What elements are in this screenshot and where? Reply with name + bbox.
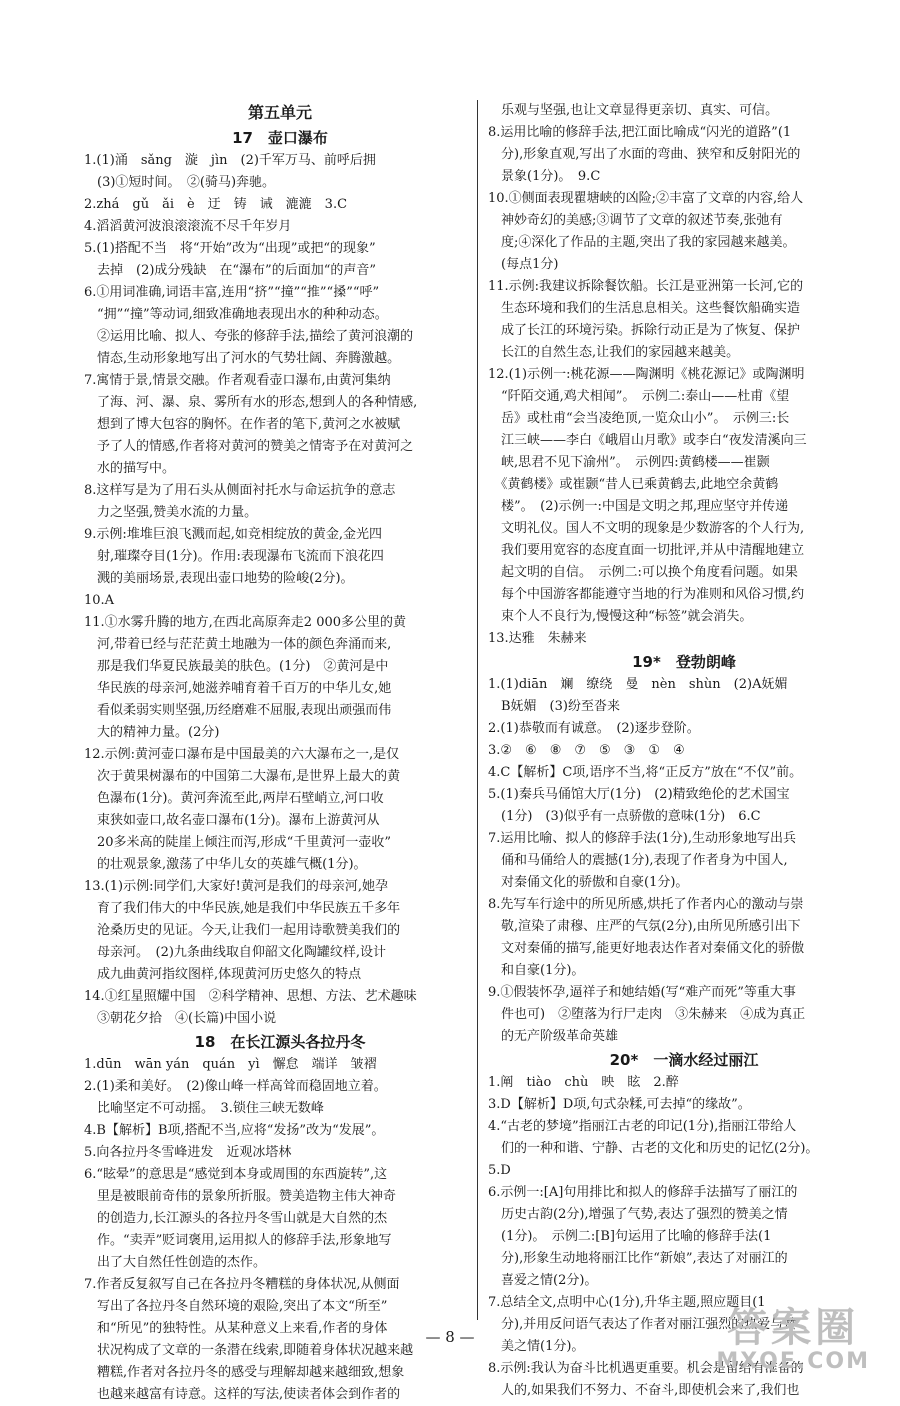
answer-item: 5.向各拉丹冬雪峰进发 近观冰塔林 bbox=[84, 1145, 292, 1160]
answer-item: 10.A bbox=[84, 593, 115, 608]
answer-item: 4.“古老的梦境”指丽江古老的印记(1分),指丽江带给人 们的一种和谐、宁静、古老的文化和历史的记忆(2分)。 bbox=[488, 1119, 819, 1156]
answer-item: 7.作者反复叙写自己在各拉丹冬糟糕的身体状况,从侧面 写出了各拉丹冬自然环境的艰险,突出了本文“所至” 和“所见”的独特性。从某种意义上来看,作者的身体 状况构成了文章的一条潜在线索,即随着身体状况越来越 糟糕,作者对各拉丹冬的感受与理解却越来越细致,想象 也越来越富有诗意。这样的写法,使读者体会到作者的 bbox=[84, 1277, 414, 1402]
answer-item: 12.示例:黄河壶口瀑布是中国最美的六大瀑布之一,是仅 次于黄果树瀑布的中国第二大瀑布,是世界上最大的黄 色瀑布(1分)。黄河奔流至此,两岸石壁峭立,河口收 束狭如壶口,故名壶口瀑布(1分)。瀑布上游黄河从 20多米高的陡崖上倾注而泻,形成“千里黄河一壶收” 的壮观景象,激荡了中华儿女的英雄气概(1分)。 bbox=[84, 747, 401, 872]
answer-item: 14.①红星照耀中国 ②科学精神、思想、方法、艺术趣味 ③朝花夕拾 ④(长篇)中国小说 bbox=[84, 989, 417, 1026]
column-divider bbox=[477, 100, 478, 1320]
answer-item: 4.B【解析】B项,搭配不当,应将“发扬”改为“发展”。 bbox=[84, 1123, 385, 1138]
answer-item: 11.示例:我建议拆除餐饮船。长江是亚洲第一长河,它的 生态环境和我们的生活息息相关。这些餐饮船确实造 成了长江的环境污染。拆除行动正是为了恢复、保护 长江的自然生态,让我们的家园越来越美。 bbox=[488, 279, 804, 360]
answer-item: 乐观与坚强,也让文章显得更亲切、真实、可信。 bbox=[488, 103, 779, 118]
answer-item: 3.D【解析】D项,句式杂糅,可去掉“的缘故”。 bbox=[488, 1097, 751, 1112]
answer-item: 9.示例:堆堆巨浪飞溅而起,如竞相绽放的黄金,金光四 射,璀璨夺目(1分)。作用:表现瀑布飞流而下浪花四 溅的美丽场景,表现出壶口地势的险峻(2分)。 bbox=[84, 527, 384, 586]
answer-item: 9.①假装怀孕,逼祥子和她结婚(写“难产而死”等重大事 件也可) ②堕落为行尸走肉 ③朱赫来 ④成为真正 的无产阶级革命英雄 bbox=[488, 985, 806, 1044]
section-19-answers bbox=[488, 674, 880, 1048]
answer-item: 5.D bbox=[488, 1163, 511, 1178]
answer-item: 7.总结全文,点明中心(1分),升华主题,照应题目(1 分),并用反问语气表达了作者对丽江强烈的热爱与赞 美之情(1分)。 bbox=[488, 1295, 797, 1354]
answer-item: 8.这样写是为了用石头从侧面衬托水与命运抗争的意志 力之坚强,赞美水流的力量。 bbox=[84, 483, 396, 520]
section-18-title: 18 在长江源头各拉丹冬 bbox=[194, 1033, 366, 1051]
answer-item: 7.运用比喻、拟人的修辞手法(1分),生动形象地写出兵 俑和马俑给人的震撼(1分),表现了作者身为中国人, 对秦俑文化的骄傲和自豪(1分)。 bbox=[488, 831, 796, 890]
right-column bbox=[488, 100, 880, 1402]
answer-item: 1.dūn wān yán quán yì 懈怠 端详 皱褶 bbox=[84, 1057, 377, 1072]
answer-item: 12.(1)示例一:桃花源——陶渊明《桃花源记》或陶渊明 “阡陌交通,鸡犬相闻”。 示例二:泰山——杜甫《望 岳》或杜甫“会当凌绝顶,一览众山小”。 示例三:长 江三峡——李白《峨眉山月歌》或李白“夜发清溪向三 峡,思君不见下渝州”。 示例四:黄鹤楼——崔颢 《黄鹤楼》或崔颢“昔人已乘黄鹤去,此地空余黄鹤 楼”。 (2)示例一:中国是文明之邦,理应坚守并传递 文明礼仪。国人不文明的现象是少数游客的个人行为, 我们要用宽容的态度直面一切批评,并从中清醒地建立 起文明的自信。 示例二:可以换个角度看问题。如果 每个中国游客都能遵守当地的行为准则和风俗习惯,约 束个人不良行为,慢慢这种“标签”就会消失。 bbox=[488, 367, 807, 624]
answer-item: 10.①侧面表现瞿塘峡的凶险;②丰富了文章的内容,给人 神妙奇幻的美感;③调节了文章的叙述节奏,张弛有 度;④深化了作品的主题,突出了我的家园越来越美。 (每点1分) bbox=[488, 191, 804, 272]
answer-item: 5.(1)搭配不当 将“开始”改为“出现”或把“的现象” 去掉 (2)成分残缺 在“瀑布”的后面加“的声音” bbox=[84, 241, 376, 278]
answer-item: 1.(1)diān 斓 缭绕 曼 nèn shùn (2)A妩媚 B妩媚 (3)纷至沓来 bbox=[488, 677, 788, 714]
section-20-title: 20* 一滴水经过丽江 bbox=[609, 1051, 759, 1069]
answer-item: 7.寓情于景,情景交融。作者观看壶口瀑布,由黄河集纳 了海、河、瀑、泉、雾所有水的形态,想到人的各种情感, 想到了博大包容的胸怀。在作者的笔下,黄河之水被赋 予了人的情感,作者将对黄河的赞美之情寄予在对黄河之 水的描写中。 bbox=[84, 373, 418, 476]
answer-item: 11.①水雾升腾的地方,在西北高原奔走2 000多公里的黄 河,带着已经与茫茫黄土地融为一体的颜色奔涌而来, 那是我们华夏民族最美的肤色。(1分) ②黄河是中 华民族的母亲河,她滋养哺育着千百万的中华儿女,她 看似柔弱实则坚强,历经磨难不屈服,表现出顽强而伟 大的精神力量。(2分) bbox=[84, 615, 407, 740]
answer-item: 2.zhá gǔ ǎi è 迂 铸 诫 漉漉 3.C bbox=[84, 197, 348, 212]
section-19-title: 19* 登勃朗峰 bbox=[632, 653, 736, 671]
answer-item: 1.阐 tiào chù 映 眩 2.醉 bbox=[488, 1075, 679, 1090]
watermark-logo bbox=[716, 1306, 870, 1374]
answer-item: 1.(1)涌 sǎng 漩 jìn (2)千军万马、前呼后拥 (3)①短时间。 ②(骑马)奔驰。 bbox=[84, 153, 376, 190]
unit-title: 第五单元 bbox=[247, 103, 312, 122]
answer-item: 13.达雅 朱赫来 bbox=[488, 631, 587, 646]
answer-item: 13.(1)示例:同学们,大家好!黄河是我们的母亲河,她孕 育了我们伟大的中华民族,她是我们中华民族五千多年 沧桑历史的见证。今天,让我们一起用诗歌赞美我们的 母亲河。 (2)九条曲线取自仰韶文化陶罐纹样,设计 成九曲黄河指纹图样,体现黄河历史悠久的特点 bbox=[84, 879, 401, 982]
answer-item: 8.运用比喻的修辞手法,把江面比喻成“闪光的道路”(1 分),形象直观,写出了水面的弯曲、狭窄和反射阳光的 景象(1分)。 9.C bbox=[488, 125, 801, 184]
answer-item: 8.示例:我认为奋斗比机遇更重要。机会是留给有准备的 人的,如果我们不努力、不奋斗,即使机会来了,我们也 bbox=[488, 1361, 804, 1398]
answer-item: 6.示例一:[A]句用排比和拟人的修辞手法描写了丽江的 历史古韵(2分),增强了气势,表达了强烈的赞美之情 (1分)。 示例二:[B]句运用了比喻的修辞手法(1 分),形象生动地将丽江比作“新娘”,表达了对丽江的 喜爱之情(2分)。 bbox=[488, 1185, 798, 1288]
left-column bbox=[84, 100, 476, 1406]
watermark-url: MXQE.COM bbox=[716, 1349, 870, 1374]
answer-item: 8.先写车行途中的所见所感,烘托了作者内心的激动与崇 敬,渲染了肃穆、庄严的气氛(2分),由所见所感引出下 文对秦俑的描写,能更好地表达作者对秦俑文化的骄傲 和自豪(1分)。 bbox=[488, 897, 805, 978]
answer-item: 3.② ⑥ ⑧ ⑦ ⑤ ③ ① ④ bbox=[488, 743, 685, 758]
watermark-title: 答案圈 bbox=[727, 1305, 860, 1351]
answer-item: 4.C【解析】C项,语序不当,将“正反方”放在“不仅”前。 bbox=[488, 765, 803, 780]
answer-item: 4.滔滔黄河波浪滚滚流不尽千年岁月 bbox=[84, 219, 292, 234]
answer-item: 5.(1)秦兵马俑馆大厅(1分) (2)精致绝伦的艺术国宝 (1分) (3)似乎有一点骄傲的意味(1分) 6.C bbox=[488, 787, 790, 824]
section-18-answers bbox=[84, 1054, 476, 1406]
answer-item: 6.①用词准确,词语丰富,连用“挤”“撞”“推”“搡”“呼” “拥”“撞”等动词,细致准确地表现出水的种种动态。 ②运用比喻、拟人、夸张的修辞手法,描绘了黄河浪潮的 情态,生动形象地写出了河水的气势壮阔、奔腾激越。 bbox=[84, 285, 414, 366]
page-number: — 8 — bbox=[425, 1328, 475, 1346]
section-17-title: 17 壶口瀑布 bbox=[232, 129, 328, 147]
answer-item: 2.(1)柔和美好。 (2)像山峰一样高耸而稳固地立着。 比喻坚定不可动摇。 3.锁住三峡无数峰 bbox=[84, 1079, 387, 1116]
answer-item: 6.“眩晕”的意思是“感觉到本身或周围的东西旋转”,这 里是被眼前奇伟的景象所折服。赞美造物主伟大神奇 的创造力,长江源头的各拉丹冬雪山就是大自然的杰 作。“卖弄”贬词褒用,运用拟人的修辞手法,形象地写 出了大自然任性创造的杰作。 bbox=[84, 1167, 397, 1270]
section-18-continued bbox=[488, 100, 880, 650]
section-17-answers bbox=[84, 150, 476, 1030]
answer-item: 2.(1)恭敬而有诚意。 (2)逐步登阶。 bbox=[488, 721, 700, 736]
